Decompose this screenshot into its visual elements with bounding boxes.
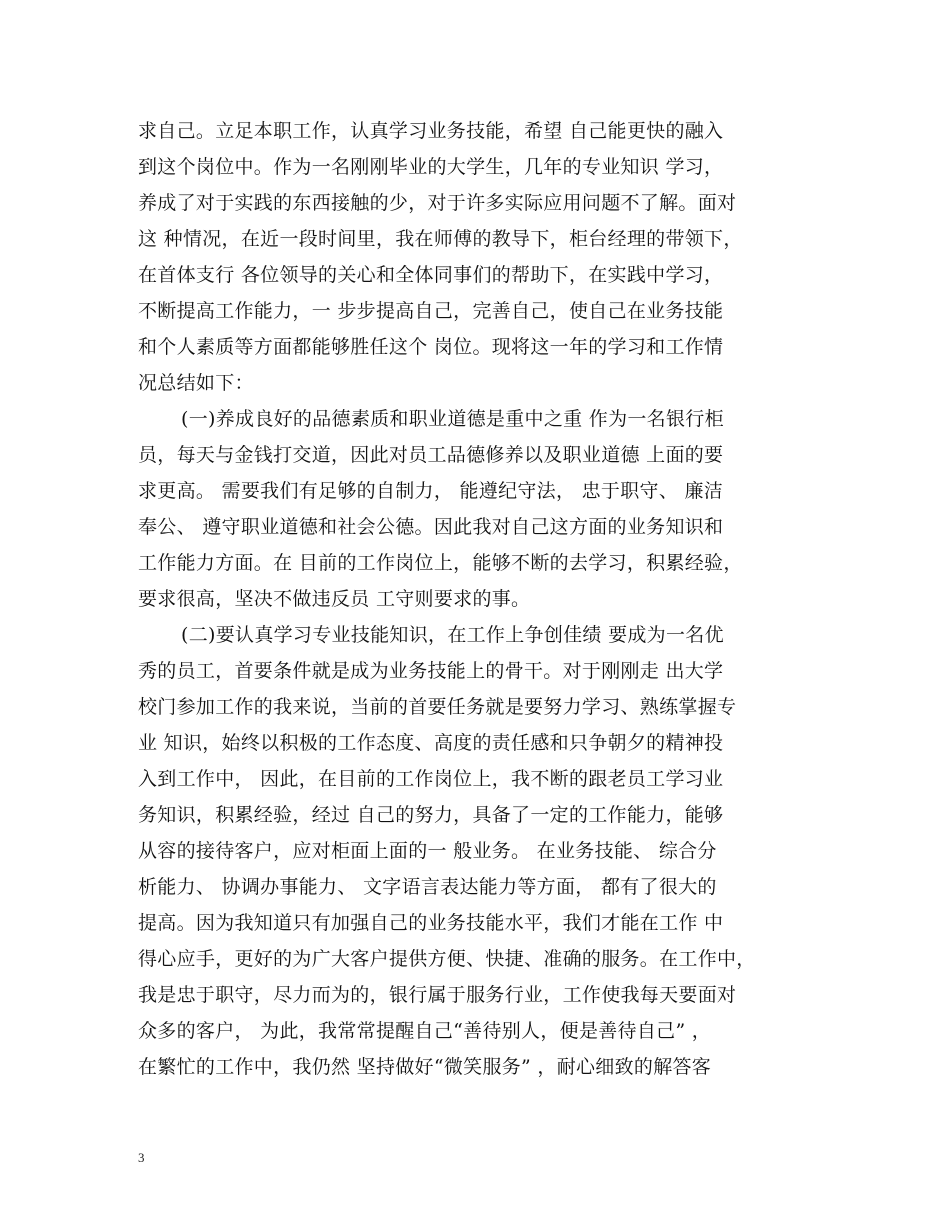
section-two-heading-line: (二)要认真学习专业技能知识，在工作上争创佳绩 要成为一名优 xyxy=(181,624,724,646)
body-text-line: 在首体支行 各位领导的关心和全体同事们的帮助下，在实践中学习， xyxy=(138,264,724,286)
body-text-line: 求更高。 需要我们有足够的自制力， 能遵纪守法， 忠于职守、 廉洁 xyxy=(138,480,724,502)
body-text-line: 我是忠于职守，尽力而为的，银行属于服务行业，工作使我每天要面对 xyxy=(138,984,737,1006)
body-text-line: 和个人素质等方面都能够胜任这个 岗位。现将这一年的学习和工作情 xyxy=(138,336,724,358)
body-text-line: 从容的接待客户，应对柜面上面的一 般业务。 在业务技能、 综合分 xyxy=(138,840,717,862)
body-text-line: 提高。因为我知道只有加强自己的业务技能水平，我们才能在工作 中 xyxy=(138,912,724,934)
body-text-line: 入到工作中， 因此，在目前的工作岗位上，我不断的跟老员工学习业 xyxy=(138,768,724,790)
body-text-line: 务知识，积累经验，经过 自己的努力，具备了一定的工作能力，能够 xyxy=(138,804,724,826)
body-text-line: 秀的员工，首要条件就是成为业务技能上的骨干。对于刚刚走 出大学 xyxy=(138,660,724,682)
page-number: 3 xyxy=(138,1150,145,1165)
body-text-line: 养成了对于实践的东西接触的少，对于许多实际应用问题不了解。面对 xyxy=(138,192,737,214)
body-text-line: 求自己。立足本职工作，认真学习业务技能，希望 自己能更快的融入 xyxy=(138,120,724,142)
body-text-line: 到这个岗位中。作为一名刚刚毕业的大学生，几年的专业知识 学习， xyxy=(138,156,724,178)
body-text-line: 业 知识，始终以积极的工作态度、高度的责任感和只争朝夕的精神投 xyxy=(138,732,724,754)
body-text-line: 奉公、 遵守职业道德和社会公德。因此我对自己这方面的业务知识和 xyxy=(138,516,724,538)
body-text-line: 这 种情况，在近一段时间里，我在师傅的教导下，柜台经理的带领下， xyxy=(138,228,743,250)
body-text-line: 在繁忙的工作中，我仍然 坚持做好“微笑服务” ，耐心细致的解答客 xyxy=(138,1056,712,1078)
body-text-line: 众多的客户， 为此，我常常提醒自己“善待别人，便是善待自己” ， xyxy=(138,1020,712,1042)
section-one-heading-line: (一)养成良好的品德素质和职业道德是重中之重 作为一名银行柜 xyxy=(181,408,724,430)
body-text-line: 校门参加工作的我来说，当前的首要任务就是要努力学习、熟练掌握专 xyxy=(138,696,737,718)
body-text-line: 况总结如下： xyxy=(138,372,254,394)
body-text-line: 员，每天与金钱打交道，因此对员工品德修养以及职业道德 上面的要 xyxy=(138,444,724,466)
body-text-line: 要求很高，坚决不做违反员 工守则要求的事。 xyxy=(138,588,531,610)
body-text-line: 工作能力方面。在 目前的工作岗位上，能够不断的去学习，积累经验， xyxy=(138,552,743,574)
body-text-line: 得心应手，更好的为广大客户提供方便、快捷、准确的服务。在工作中， xyxy=(138,948,756,970)
body-text-line: 不断提高工作能力，一 步步提高自己，完善自己，使自己在业务技能 xyxy=(138,300,724,322)
body-text-line: 析能力、 协调办事能力、 文字语言表达能力等方面， 都有了很大的 xyxy=(138,876,717,898)
